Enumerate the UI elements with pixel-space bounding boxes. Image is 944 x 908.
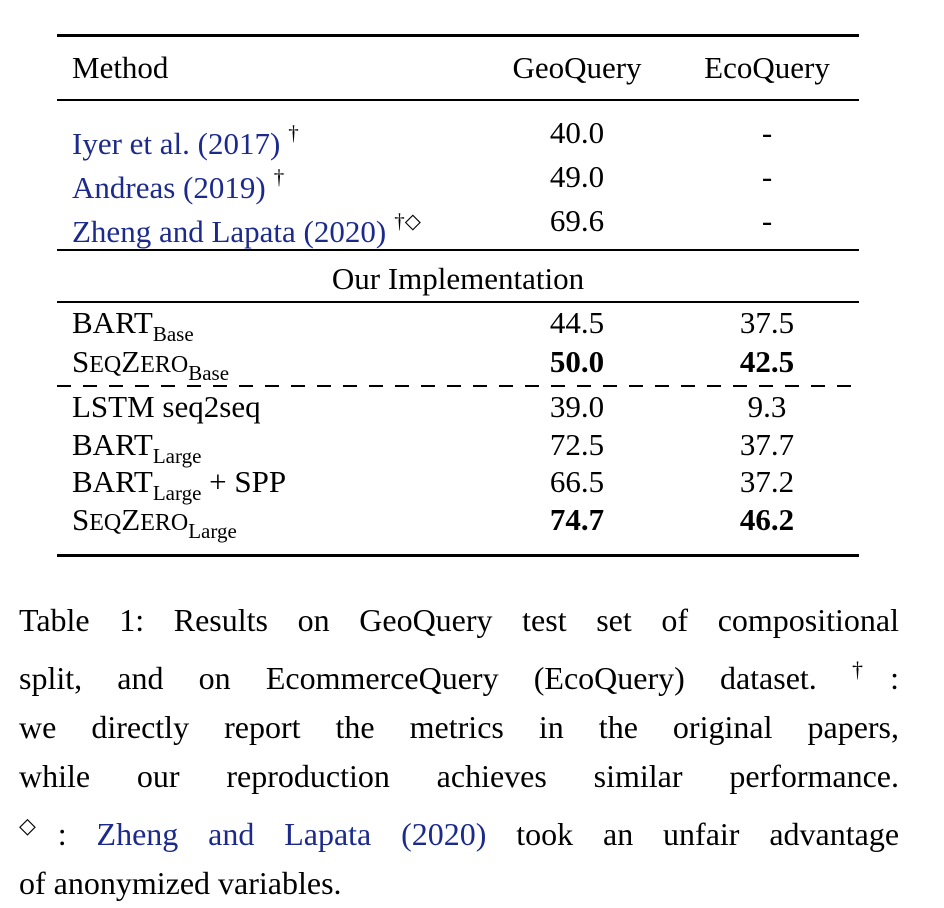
citation-iyer[interactable]: Iyer et al. (2017) (72, 126, 281, 161)
table-caption (19, 596, 899, 908)
citation-zheng-caption[interactable]: Zheng and Lapata (2020) (96, 816, 487, 852)
table-header-row (57, 37, 859, 99)
geo-value-best: 74.7 (549, 502, 605, 537)
geo-value: 69.6 (549, 203, 605, 238)
geo-value: 44.5 (549, 305, 605, 340)
dagger-mark: † (273, 165, 285, 189)
dagger-mark: † (851, 657, 891, 682)
method-name-part: EQ (89, 510, 122, 536)
caption-text: : (890, 660, 900, 696)
eco-value: 37.5 (739, 305, 795, 340)
table-row (57, 387, 859, 426)
table-row (57, 303, 859, 346)
geo-value: 66.5 (549, 464, 605, 499)
method-subscript: Large (188, 519, 237, 543)
eco-value: 37.7 (739, 427, 795, 462)
method-name-part: S (72, 502, 90, 537)
eco-value: - (761, 115, 773, 150)
caption-text: split, and on EcommerceQuery (EcoQuery) dataset. (19, 660, 852, 696)
caption-line (19, 801, 899, 859)
geo-value-best: 50.0 (549, 344, 605, 379)
geo-value: 40.0 (549, 115, 605, 150)
table-row (57, 500, 859, 543)
eco-value: 9.3 (747, 389, 787, 424)
bottom-rule (57, 554, 859, 557)
table-row (57, 199, 859, 249)
caption-line (19, 645, 899, 703)
method-name-part: S (72, 344, 90, 379)
method-name-part: Z (121, 502, 141, 537)
method-name: BART (72, 464, 153, 499)
section-title: Our Implementation (331, 261, 585, 296)
method-name-part: ERO (140, 510, 189, 536)
eco-value-best: 42.5 (739, 344, 795, 379)
geo-value: 39.0 (549, 389, 605, 424)
caption-text: took an unfair advantage (486, 816, 900, 852)
table-row (57, 111, 859, 161)
caption-text: : (57, 816, 97, 852)
caption-line: while our reproduction achieves similar performance. (19, 758, 899, 794)
method-subscript: Large (152, 444, 202, 468)
caption-line: of anonymized variables. (19, 865, 342, 901)
header-geoquery: GeoQuery (512, 50, 642, 85)
table-row (57, 426, 859, 468)
header-method: Method (72, 50, 169, 85)
method-name: BART (72, 305, 153, 340)
results-table (57, 34, 859, 557)
method-name: BART (72, 427, 153, 462)
diamond-mark: ◇ (19, 813, 58, 838)
method-suffix: + SPP (201, 464, 287, 499)
caption-line: we directly report the metrics in the original papers, (19, 709, 899, 745)
caption-line: Table 1: Results on GeoQuery test set of compositional (19, 602, 899, 638)
dagger-diamond-mark: †◇ (394, 209, 421, 233)
citation-andreas[interactable]: Andreas (2019) (72, 170, 266, 205)
eco-value-best: 46.2 (739, 502, 795, 537)
eco-value: 37.2 (739, 464, 795, 499)
geo-value: 49.0 (549, 159, 605, 194)
table-row (57, 155, 859, 205)
method-subscript: Large (152, 481, 202, 505)
dagger-mark: † (288, 121, 299, 145)
method-subscript: Base (152, 322, 194, 346)
method-subscript: Base (188, 361, 230, 385)
header-ecoquery: EcoQuery (704, 50, 830, 85)
table-row (57, 463, 859, 505)
table-row (57, 342, 859, 385)
geo-value: 72.5 (549, 427, 605, 462)
citation-zheng[interactable]: Zheng and Lapata (2020) (72, 214, 387, 249)
method-name: LSTM seq2seq (72, 389, 261, 424)
method-name-part: EQ (89, 352, 122, 378)
method-name-part: Z (121, 344, 141, 379)
eco-value: - (761, 159, 773, 194)
eco-value: - (761, 203, 773, 238)
method-name-part: ERO (140, 352, 189, 378)
